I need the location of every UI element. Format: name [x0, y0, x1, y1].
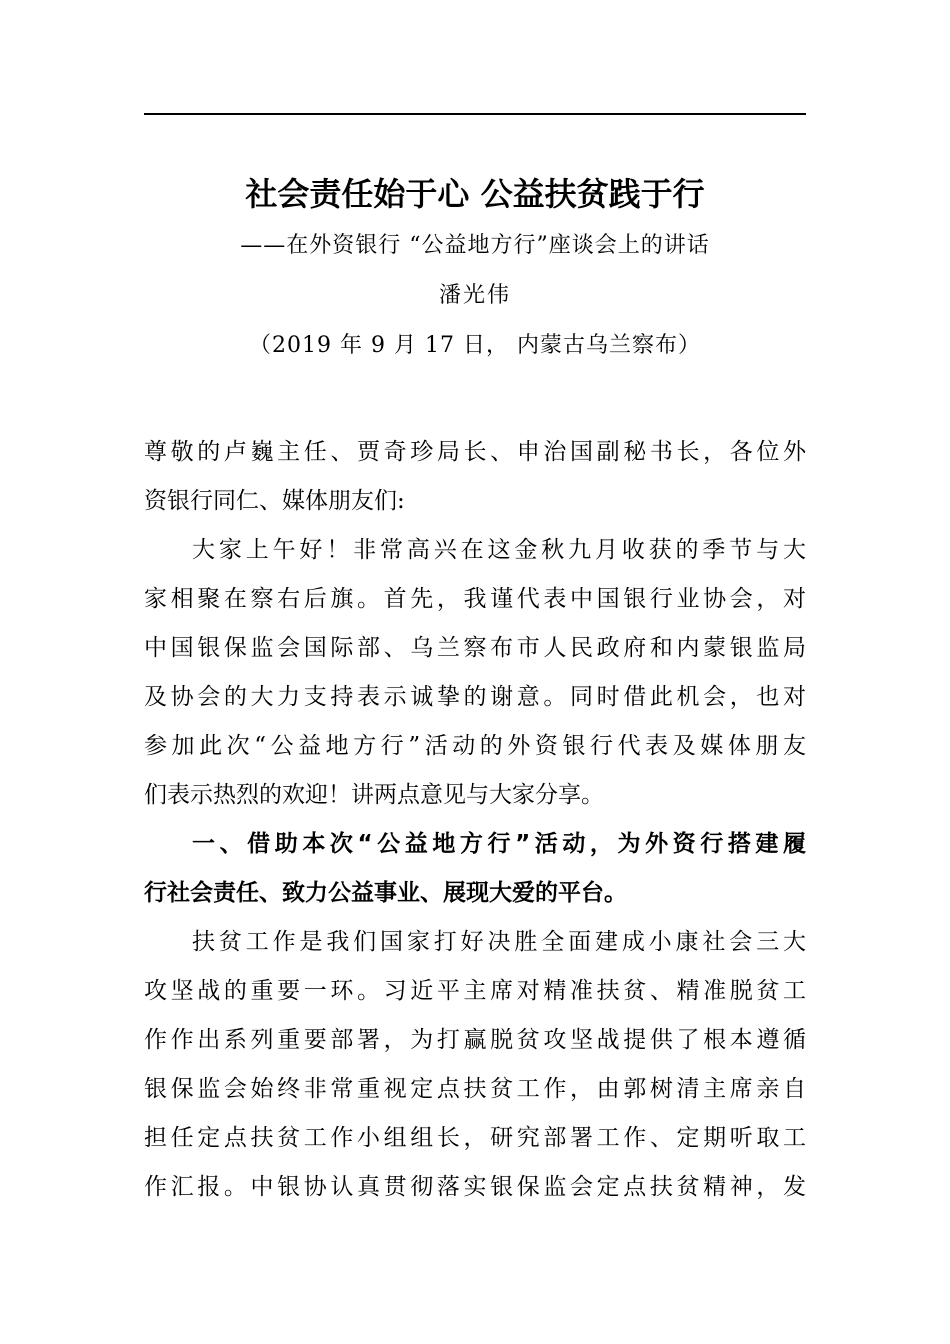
body-line: 家相聚在察右后旗。首先，我谨代表中国银行业协会，对 — [144, 586, 806, 612]
document-dateline: （2019 年 9 月 17 日， 内蒙古乌兰察布） — [249, 333, 701, 358]
body-line: 担任定点扶贫工作小组组长，研究部署工作、定期听取工 — [144, 1125, 806, 1151]
body-line: 作作出系列重要部署，为打赢脱贫攻坚战提供了根本遵循 — [144, 1027, 806, 1053]
body-line: 大家上午好！非常高兴在这金秋九月收获的季节与大 — [192, 537, 806, 563]
body-line: 银保监会始终非常重视定点扶贫工作，由郭树清主席亲自 — [144, 1076, 806, 1102]
body-line: 资银行同仁、媒体朋友们: — [144, 488, 405, 514]
body-line: 尊敬的卢巍主任、贾奇珍局长、申治国副秘书长，各位外 — [144, 439, 806, 465]
body-line: 及协会的大力支持表示诚挚的谢意。同时借此机会，也对 — [144, 684, 806, 710]
section-heading-line: 一、借助本次“公益地方行”活动，为外资行搭建履 — [192, 831, 806, 857]
document-subtitle: ——在外资银行 “公益地方行”座谈会上的讲话 — [240, 233, 710, 258]
body-line: 中国银保监会国际部、乌兰察布市人民政府和内蒙银监局 — [144, 635, 806, 661]
header-rule — [144, 113, 806, 115]
speech-body — [144, 428, 806, 1212]
body-line: 们表示热烈的欢迎！讲两点意见与大家分享。 — [144, 782, 604, 808]
document-title: 社会责任始于心 公益扶贫践于行 — [245, 175, 705, 213]
body-line: 参加此次“公益地方行”活动的外资银行代表及媒体朋友 — [144, 733, 806, 759]
body-line: 攻坚战的重要一环。习近平主席对精准扶贫、精准脱贫工 — [144, 978, 806, 1004]
body-line: 作汇报。中银协认真贯彻落实银保监会定点扶贫精神，发 — [144, 1174, 806, 1200]
body-line: 扶贫工作是我们国家打好决胜全面建成小康社会三大 — [192, 929, 806, 955]
document-author: 潘光伟 — [438, 283, 511, 308]
section-heading-line: 行社会责任、致力公益事业、展现大爱的平台。 — [144, 880, 627, 906]
